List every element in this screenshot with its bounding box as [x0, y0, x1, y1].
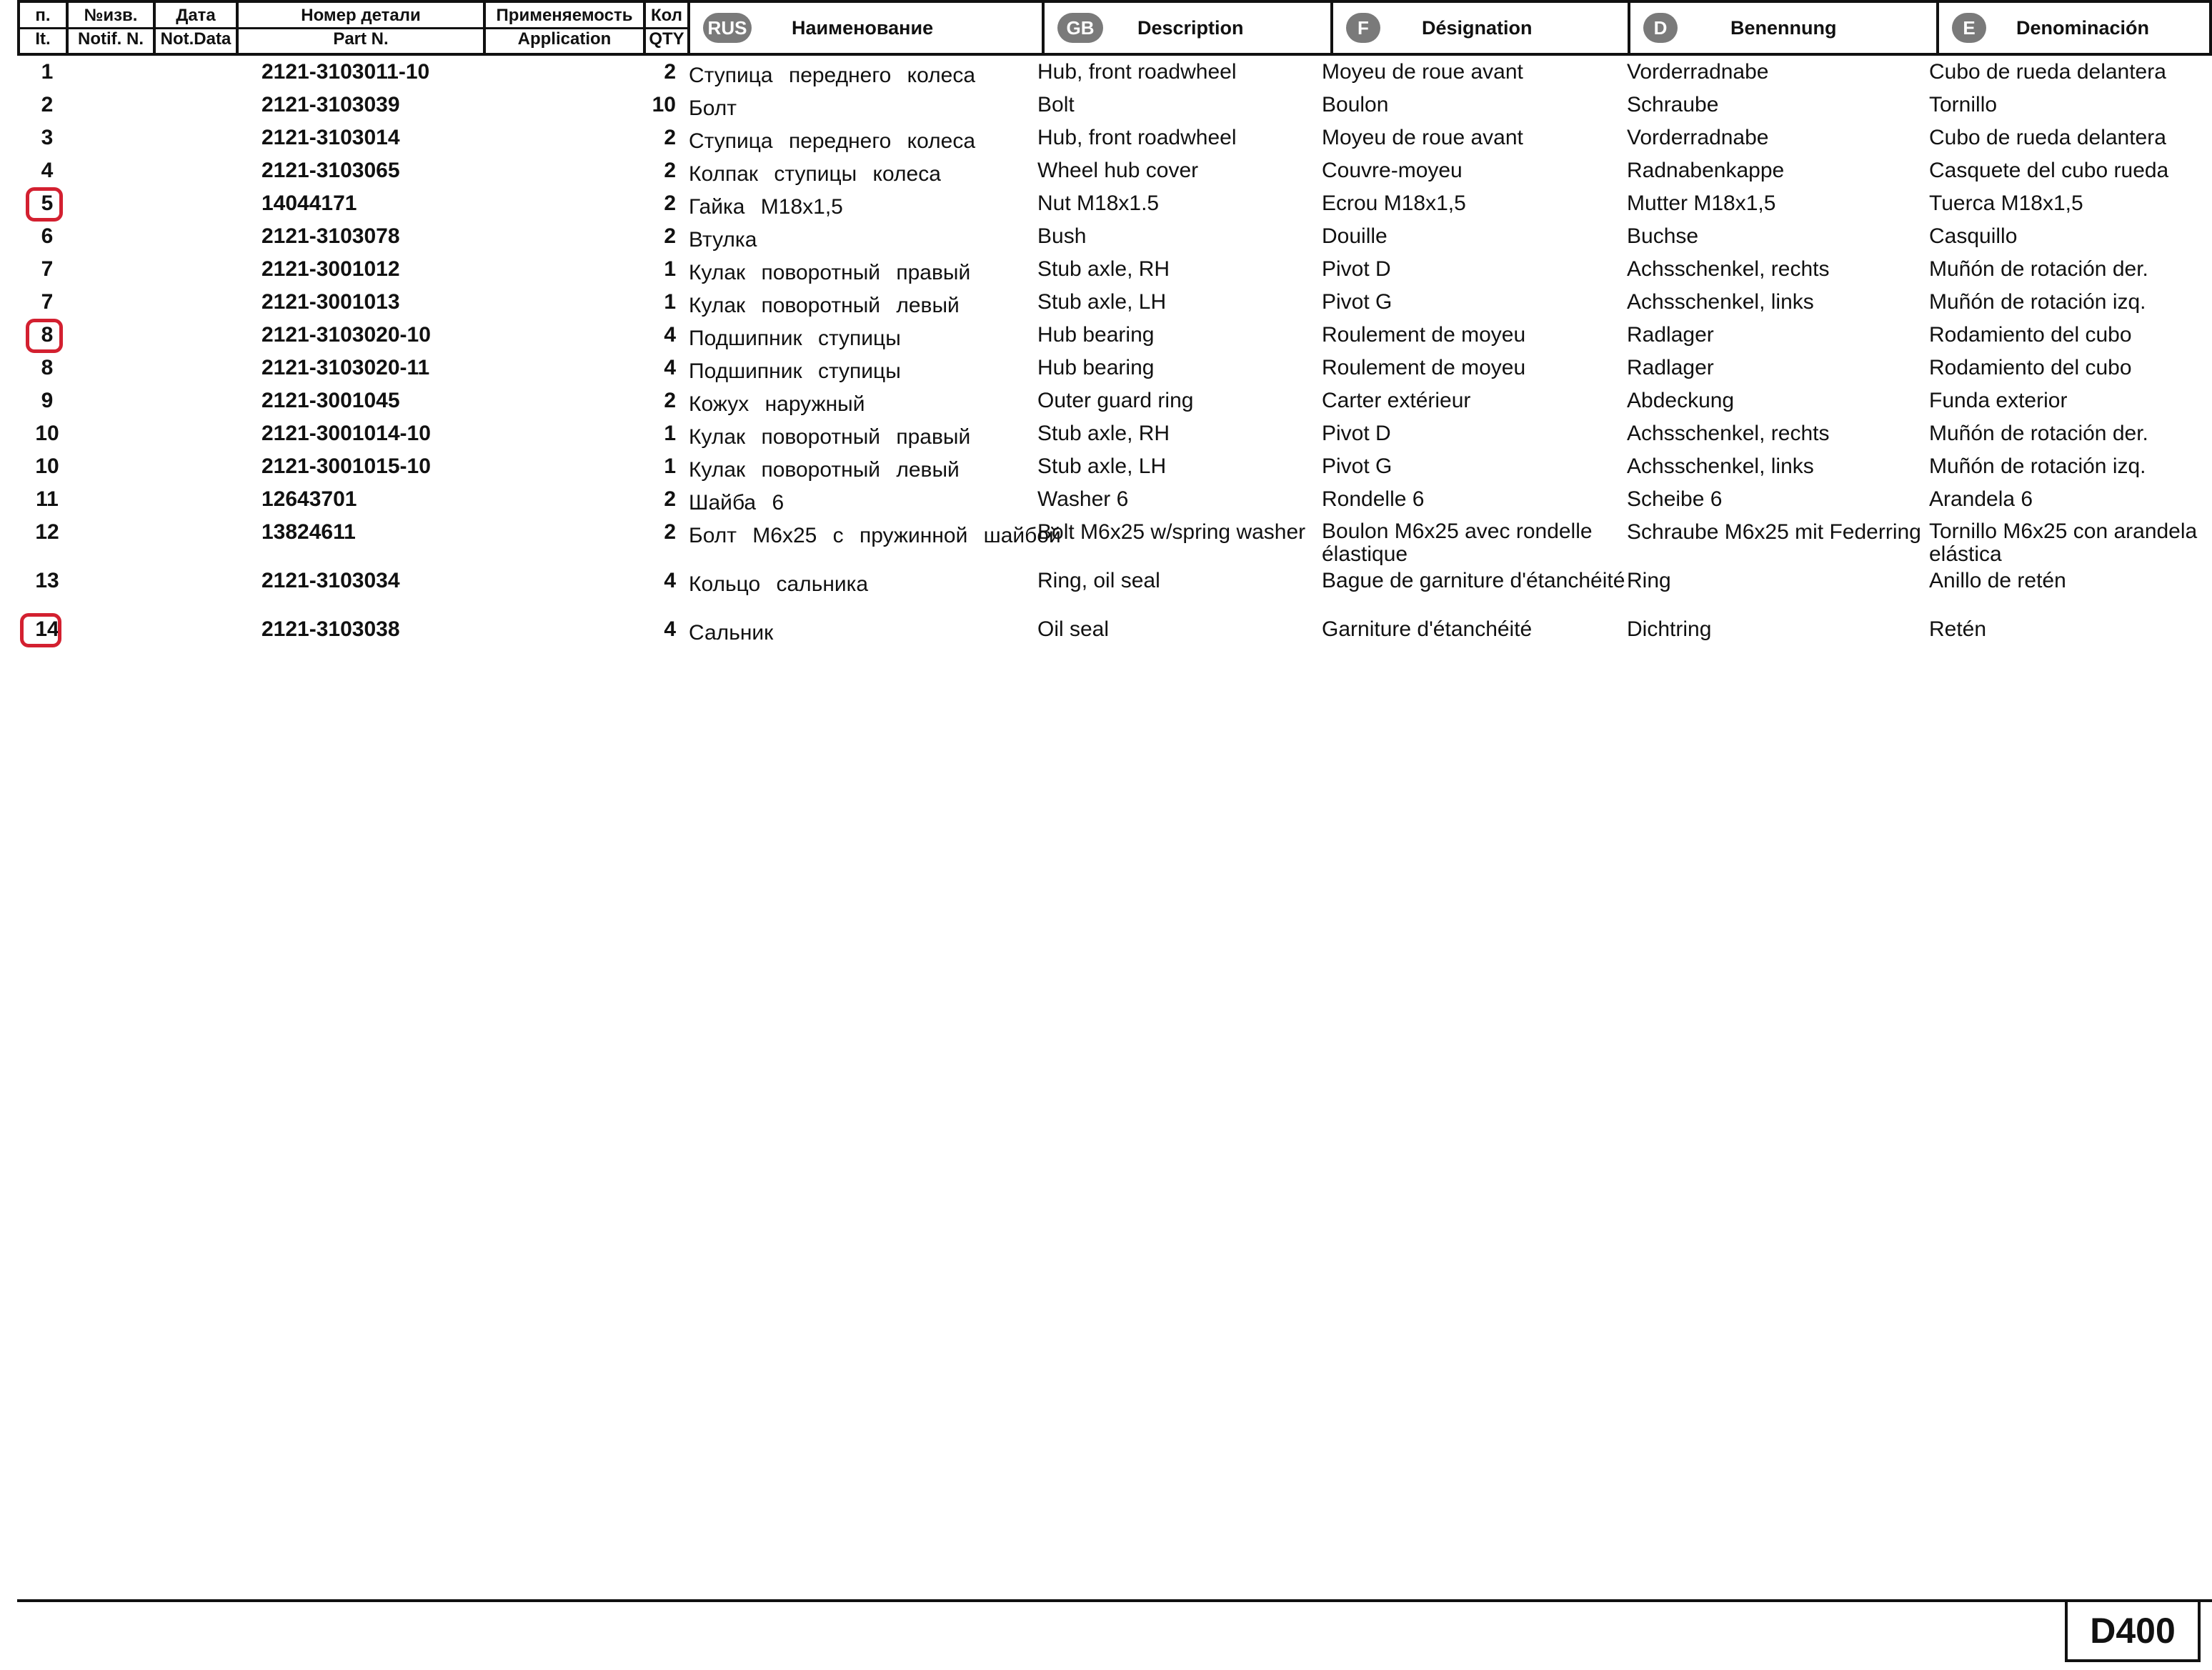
- quantity: 2: [664, 192, 676, 215]
- denominacion-e: Rodamiento del cubo: [1929, 323, 2132, 347]
- item-number: 5: [41, 192, 54, 215]
- part-number: 2121-3001014-10: [261, 422, 431, 445]
- part-number: 2121-3103039: [261, 93, 400, 116]
- benennung-d: Achsschenkel, rechts: [1627, 257, 1830, 281]
- description-gb: Hub bearing: [1037, 356, 1155, 379]
- header-application-ru: Применяемость: [496, 6, 633, 25]
- benennung-d: Buchse: [1627, 224, 1699, 248]
- benennung-d: Mutter M18x1,5: [1627, 192, 1776, 215]
- description-gb: Bolt: [1037, 93, 1075, 116]
- item-number: 10: [35, 422, 59, 445]
- name-rus: Ступица переднего колеса: [689, 129, 976, 153]
- part-number: 2121-3001012: [261, 257, 400, 281]
- benennung-d: Achsschenkel, rechts: [1627, 422, 1830, 445]
- header-qty-ru: Кол: [651, 6, 682, 25]
- denominacion-e: Muñón de rotación izq.: [1929, 454, 2146, 478]
- name-rus: Ступица переднего колеса: [689, 64, 976, 87]
- lang-badge-rus: RUS: [703, 13, 752, 43]
- description-gb: Nut M18x1.5: [1037, 192, 1160, 215]
- benennung-d: Achsschenkel, links: [1627, 290, 1814, 314]
- benennung-d: Radnabenkappe: [1627, 159, 1785, 182]
- header-lang-f-title: Désignation: [1422, 17, 1533, 39]
- benennung-d: Schraube M6x25 mit Federring: [1627, 520, 1921, 544]
- description-gb: Stub axle, LH: [1037, 454, 1167, 478]
- quantity: 4: [664, 569, 676, 592]
- name-rus: Кулак поворотный правый: [689, 425, 971, 449]
- header-date-en: Not.Data: [160, 29, 231, 49]
- item-number: 9: [41, 389, 54, 412]
- table-row: [0, 617, 2212, 660]
- benennung-d: Ring: [1627, 569, 1671, 592]
- description-gb: Wheel hub cover: [1037, 159, 1199, 182]
- part-number: 2121-3103038: [261, 617, 400, 641]
- quantity: 4: [664, 356, 676, 379]
- denominacion-e: Tuerca M18x1,5: [1929, 192, 2083, 215]
- table-row: [0, 520, 2212, 566]
- denominacion-e: Tornillo: [1929, 93, 1998, 116]
- quantity: 2: [664, 126, 676, 149]
- part-number: 12643701: [261, 487, 357, 511]
- quantity: 2: [664, 487, 676, 511]
- description-gb: Bush: [1037, 224, 1087, 248]
- header-item-en: It.: [35, 29, 51, 49]
- header-part-en: Part N.: [333, 29, 389, 49]
- part-number: 2121-3103020-11: [261, 356, 430, 379]
- page-code: D400: [2065, 1599, 2201, 1662]
- parts-table: [0, 0, 2212, 715]
- lang-badge-gb: GB: [1057, 13, 1103, 43]
- part-number: 2121-3001015-10: [261, 454, 431, 478]
- header-item-ru: п.: [35, 6, 51, 25]
- description-gb: Stub axle, RH: [1037, 257, 1170, 281]
- part-number: 2121-3103011-10: [261, 60, 430, 84]
- denominacion-e: Casquete del cubo rueda: [1929, 159, 2169, 182]
- quantity: 1: [664, 422, 676, 445]
- quantity: 1: [664, 257, 676, 281]
- quantity: 4: [664, 323, 676, 347]
- name-rus: Кожух наружный: [689, 392, 865, 416]
- item-number: 8: [41, 323, 54, 347]
- header-lang-e-title: Denominación: [2016, 17, 2150, 39]
- item-number: 4: [41, 159, 54, 182]
- description-gb: Ring, oil seal: [1037, 569, 1160, 592]
- quantity: 2: [664, 389, 676, 412]
- denominacion-e: Cubo de rueda delantera: [1929, 60, 2166, 84]
- lang-badge-f: F: [1346, 13, 1380, 43]
- denominacion-e: Retén: [1929, 617, 1987, 641]
- designation-f: Pivot D: [1322, 257, 1391, 281]
- item-number: 14: [35, 617, 59, 641]
- designation-f: Pivot G: [1322, 290, 1393, 314]
- name-rus: Кулак поворотный левый: [689, 458, 960, 482]
- denominacion-e: Muñón de rotación izq.: [1929, 290, 2146, 314]
- item-number: 11: [36, 487, 59, 511]
- denominacion-e: Muñón de rotación der.: [1929, 257, 2148, 281]
- denominacion-e: Muñón de rotación der.: [1929, 422, 2148, 445]
- header-lang-rus-title: Наименование: [792, 17, 934, 39]
- benennung-d: Vorderradnabe: [1627, 126, 1769, 149]
- benennung-d: Dichtring: [1627, 617, 1712, 641]
- item-highlight-box: [26, 187, 63, 222]
- quantity: 2: [664, 159, 676, 182]
- header-lang-d-title: Benennung: [1730, 17, 1837, 39]
- denominacion-e: Cubo de rueda delantera: [1929, 126, 2166, 149]
- description-gb: Hub bearing: [1037, 323, 1155, 347]
- benennung-d: Scheibe 6: [1627, 487, 1723, 511]
- part-number: 2121-3001045: [261, 389, 400, 412]
- description-gb: Washer 6: [1037, 487, 1129, 511]
- part-number: 2121-3103014: [261, 126, 400, 149]
- table-row: [0, 569, 2212, 612]
- name-rus: Кольцо сальника: [689, 572, 869, 596]
- item-number: 8: [41, 356, 54, 379]
- item-number: 6: [41, 224, 54, 248]
- designation-f: Pivot G: [1322, 454, 1393, 478]
- item-number: 7: [41, 290, 54, 314]
- denominacion-e: Tornillo M6x25 con arandela elástica: [1929, 520, 2198, 566]
- quantity: 10: [652, 93, 676, 116]
- designation-f: Garniture d'étanchéité: [1322, 617, 1533, 641]
- item-number: 10: [35, 454, 59, 478]
- footer-rule: [17, 1599, 2212, 1602]
- denominacion-e: Casquillo: [1929, 224, 2018, 248]
- denominacion-e: Anillo de retén: [1929, 569, 2066, 592]
- name-rus: Сальник: [689, 621, 774, 645]
- header-part-ru: Номер детали: [301, 6, 421, 25]
- lang-badge-d: D: [1643, 13, 1678, 43]
- item-number: 13: [35, 569, 59, 592]
- description-gb: Hub, front roadwheel: [1037, 60, 1237, 84]
- denominacion-e: Arandela 6: [1929, 487, 2033, 511]
- name-rus: Втулка: [689, 228, 757, 252]
- item-highlight-box: [26, 319, 63, 353]
- benennung-d: Radlager: [1627, 323, 1714, 347]
- quantity: 2: [664, 224, 676, 248]
- designation-f: Couvre-moyeu: [1322, 159, 1463, 182]
- description-gb: Bolt M6x25 w/spring washer: [1037, 520, 1306, 544]
- part-number: 14044171: [261, 192, 357, 215]
- description-gb: Hub, front roadwheel: [1037, 126, 1237, 149]
- part-number: 2121-3103078: [261, 224, 400, 248]
- designation-f: Boulon: [1322, 93, 1389, 116]
- benennung-d: Abdeckung: [1627, 389, 1735, 412]
- part-number: 13824611: [261, 520, 356, 544]
- part-number: 2121-3103065: [261, 159, 400, 182]
- name-rus: Шайба 6: [689, 491, 784, 515]
- designation-f: Carter extérieur: [1322, 389, 1471, 412]
- quantity: 2: [664, 520, 676, 544]
- denominacion-e: Rodamiento del cubo: [1929, 356, 2132, 379]
- benennung-d: Schraube: [1627, 93, 1719, 116]
- quantity: 1: [664, 290, 676, 314]
- item-number: 12: [35, 520, 59, 544]
- benennung-d: Radlager: [1627, 356, 1714, 379]
- name-rus: Гайка М18х1,5: [689, 195, 843, 219]
- designation-f: Douille: [1322, 224, 1388, 248]
- header-qty-en: QTY: [649, 29, 684, 49]
- description-gb: Oil seal: [1037, 617, 1110, 641]
- quantity: 4: [664, 617, 676, 641]
- item-number: 3: [41, 126, 54, 149]
- name-rus: Кулак поворотный левый: [689, 294, 960, 317]
- name-rus: Колпак ступицы колеса: [689, 162, 941, 186]
- header-notif-en: Notif. N.: [78, 29, 144, 49]
- designation-f: Roulement de moyeu: [1322, 356, 1526, 379]
- designation-f: Moyeu de roue avant: [1322, 126, 1523, 149]
- part-number: 2121-3103020-10: [261, 323, 431, 347]
- designation-f: Roulement de moyeu: [1322, 323, 1526, 347]
- benennung-d: Vorderradnabe: [1627, 60, 1769, 84]
- quantity: 1: [664, 454, 676, 478]
- part-number: 2121-3103034: [261, 569, 400, 592]
- name-rus: Подшипник ступицы: [689, 327, 901, 350]
- designation-f: Boulon M6x25 avec rondelle élastique: [1322, 520, 1593, 566]
- designation-f: Ecrou M18x1,5: [1322, 192, 1466, 215]
- designation-f: Rondelle 6: [1322, 487, 1425, 511]
- description-gb: Stub axle, RH: [1037, 422, 1170, 445]
- quantity: 2: [664, 60, 676, 84]
- designation-f: Bague de garniture d'étanchéité: [1322, 569, 1625, 592]
- part-number: 2121-3001013: [261, 290, 400, 314]
- header-date-ru: Дата: [176, 6, 216, 25]
- name-rus: Кулак поворотный правый: [689, 261, 971, 284]
- item-number: 7: [41, 257, 54, 281]
- name-rus: Подшипник ступицы: [689, 359, 901, 383]
- description-gb: Stub axle, LH: [1037, 290, 1167, 314]
- item-number: 2: [41, 93, 54, 116]
- designation-f: Pivot D: [1322, 422, 1391, 445]
- description-gb: Outer guard ring: [1037, 389, 1194, 412]
- header-application-en: Application: [517, 29, 612, 49]
- name-rus: Болт: [689, 96, 737, 120]
- item-number: 1: [41, 60, 54, 84]
- header-lang-gb-title: Description: [1137, 17, 1244, 39]
- header-notif-ru: №изв.: [84, 6, 138, 25]
- lang-badge-e: E: [1952, 13, 1986, 43]
- benennung-d: Achsschenkel, links: [1627, 454, 1814, 478]
- item-highlight-box: [20, 613, 61, 647]
- name-rus: Болт М6х25 с пружинной шайбой: [689, 524, 1061, 547]
- designation-f: Moyeu de roue avant: [1322, 60, 1523, 84]
- denominacion-e: Funda exterior: [1929, 389, 2068, 412]
